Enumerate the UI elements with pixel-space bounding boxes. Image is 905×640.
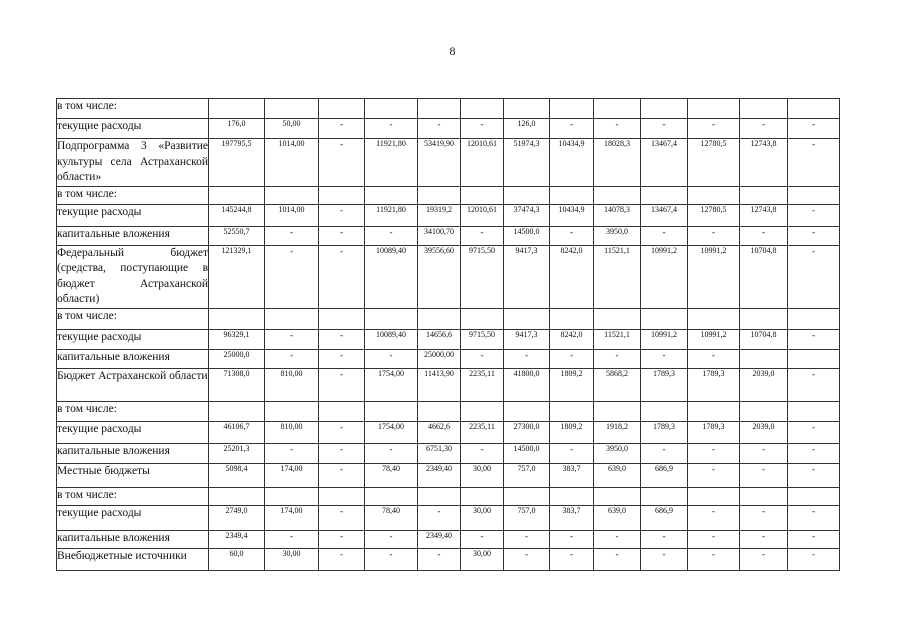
row-label: текущие расходы: [57, 329, 209, 349]
table-cell: [461, 487, 504, 505]
table-cell: -: [740, 226, 788, 245]
table-cell: [504, 186, 550, 204]
table-cell: 60,0: [209, 548, 265, 570]
row-label: в том числе:: [57, 186, 209, 204]
row-label: капитальные вложения: [57, 443, 209, 463]
table-cell: 1014,00: [265, 204, 319, 226]
table-cell: 51974,3: [504, 139, 550, 187]
table-cell: 30,00: [265, 548, 319, 570]
table-row: [57, 505, 840, 530]
row-label: текущие расходы: [57, 119, 209, 139]
table-cell: -: [688, 349, 740, 368]
table-cell: -: [319, 119, 365, 139]
table-cell: 1918,2: [594, 421, 641, 443]
table-cell: [740, 99, 788, 119]
row-label: в том числе:: [57, 487, 209, 505]
table-cell: -: [265, 530, 319, 548]
table-cell: -: [319, 245, 365, 308]
table-cell: 12743,8: [740, 204, 788, 226]
table-cell: -: [418, 119, 461, 139]
row-label: Федеральный бюджет (средства, поступающие в бюджет Астраханской области): [57, 245, 209, 308]
table-cell: 39556,60: [418, 245, 461, 308]
table-cell: [594, 487, 641, 505]
table-cell: 78,40: [365, 505, 418, 530]
table-cell: 145244,8: [209, 204, 265, 226]
table-cell: [319, 99, 365, 119]
table-cell: 4662,6: [418, 421, 461, 443]
table-cell: -: [788, 443, 840, 463]
table-cell: [319, 186, 365, 204]
table-cell: 14078,3: [594, 204, 641, 226]
table-cell: [504, 308, 550, 329]
table-cell: -: [594, 119, 641, 139]
table-cell: [504, 401, 550, 421]
table-cell: [594, 186, 641, 204]
row-label: Подпрограмма 3 «Развитие культуры села Астраханской области»: [57, 139, 209, 187]
table-row: [57, 421, 840, 443]
table-cell: 686,9: [641, 463, 688, 487]
table-cell: -: [788, 368, 840, 401]
table-cell: -: [594, 548, 641, 570]
table-cell: 3950,0: [594, 443, 641, 463]
table-cell: [265, 401, 319, 421]
table-cell: [641, 186, 688, 204]
table-cell: 810,00: [265, 368, 319, 401]
table-cell: 10704,8: [740, 245, 788, 308]
table-cell: -: [688, 226, 740, 245]
table-cell: -: [740, 530, 788, 548]
table-cell: [461, 308, 504, 329]
table-cell: [418, 401, 461, 421]
row-label: Внебюджетные источники: [57, 548, 209, 570]
table-row: [57, 443, 840, 463]
table-cell: 30,00: [461, 505, 504, 530]
table-cell: -: [319, 443, 365, 463]
table-cell: 34100,70: [418, 226, 461, 245]
table-cell: [788, 487, 840, 505]
row-label: текущие расходы: [57, 204, 209, 226]
table-cell: 14500,0: [504, 443, 550, 463]
table-cell: [365, 401, 418, 421]
table-cell: -: [688, 443, 740, 463]
table-cell: 2349,4: [209, 530, 265, 548]
table-cell: 639,0: [594, 505, 641, 530]
table-cell: 1809,2: [550, 368, 594, 401]
table-cell: 96329,1: [209, 329, 265, 349]
table-cell: 10991,2: [641, 329, 688, 349]
table-cell: -: [550, 443, 594, 463]
table-cell: 37474,3: [504, 204, 550, 226]
table-cell: [418, 308, 461, 329]
row-label: Местные бюджеты: [57, 463, 209, 487]
table-cell: [461, 186, 504, 204]
table-row: [57, 463, 840, 487]
table-cell: 10991,2: [688, 245, 740, 308]
table-cell: 8242,0: [550, 245, 594, 308]
table-cell: -: [461, 349, 504, 368]
table-cell: [504, 487, 550, 505]
table-cell: [641, 401, 688, 421]
table-cell: -: [365, 530, 418, 548]
table-cell: [788, 99, 840, 119]
table-cell: 78,40: [365, 463, 418, 487]
table-cell: [365, 308, 418, 329]
table-cell: [461, 99, 504, 119]
budget-table: [56, 98, 840, 571]
table-cell: 2235,11: [461, 368, 504, 401]
table-cell: -: [319, 349, 365, 368]
table-cell: 13467,4: [641, 204, 688, 226]
table-row: [57, 548, 840, 570]
table-cell: [209, 99, 265, 119]
table-cell: 1789,3: [641, 368, 688, 401]
table-cell: 71308,0: [209, 368, 265, 401]
table-cell: [319, 487, 365, 505]
table-cell: [418, 487, 461, 505]
table-cell: 8242,0: [550, 329, 594, 349]
table-cell: -: [319, 204, 365, 226]
table-cell: -: [688, 548, 740, 570]
table-cell: -: [740, 505, 788, 530]
table-cell: 12780,5: [688, 139, 740, 187]
table-cell: 30,00: [461, 463, 504, 487]
table-cell: 1789,3: [688, 421, 740, 443]
table-cell: [265, 487, 319, 505]
table-cell: -: [594, 530, 641, 548]
table-cell: -: [788, 463, 840, 487]
table-cell: -: [788, 505, 840, 530]
table-cell: 53419,90: [418, 139, 461, 187]
table-cell: 10089,40: [365, 245, 418, 308]
table-cell: -: [641, 119, 688, 139]
table-cell: [550, 99, 594, 119]
table-cell: 30,00: [461, 548, 504, 570]
table-cell: [550, 308, 594, 329]
table-row: [57, 139, 840, 187]
table-body: [57, 99, 840, 571]
table-cell: -: [365, 226, 418, 245]
table-row: [57, 99, 840, 119]
table-cell: 1754,00: [365, 421, 418, 443]
table-cell: 13467,4: [641, 139, 688, 187]
table-cell: -: [265, 226, 319, 245]
row-label: капитальные вложения: [57, 226, 209, 245]
table-cell: 176,0: [209, 119, 265, 139]
table-cell: -: [365, 443, 418, 463]
table-cell: 9715,50: [461, 245, 504, 308]
table-row: [57, 487, 840, 505]
table-cell: -: [418, 505, 461, 530]
table-cell: -: [265, 443, 319, 463]
table-cell: -: [688, 530, 740, 548]
table-cell: [319, 308, 365, 329]
table-cell: -: [319, 368, 365, 401]
table-cell: 2039,0: [740, 421, 788, 443]
table-cell: 12010,61: [461, 204, 504, 226]
table-cell: [740, 186, 788, 204]
table-cell: [688, 308, 740, 329]
table-row: [57, 368, 840, 401]
table-row: [57, 349, 840, 368]
table-cell: 810,00: [265, 421, 319, 443]
table-cell: 46106,7: [209, 421, 265, 443]
table-cell: 10704,8: [740, 329, 788, 349]
table-cell: 14500,0: [504, 226, 550, 245]
table-cell: [788, 401, 840, 421]
table-cell: [641, 99, 688, 119]
table-cell: 686,9: [641, 505, 688, 530]
table-cell: 5098,4: [209, 463, 265, 487]
table-cell: -: [319, 505, 365, 530]
table-cell: -: [788, 421, 840, 443]
table-cell: 11413,90: [418, 368, 461, 401]
table-cell: -: [740, 548, 788, 570]
table-cell: 11521,1: [594, 329, 641, 349]
table-cell: -: [504, 530, 550, 548]
table-cell: -: [504, 548, 550, 570]
table-cell: [641, 308, 688, 329]
table-cell: 11921,80: [365, 204, 418, 226]
table-cell: [209, 308, 265, 329]
row-label: текущие расходы: [57, 505, 209, 530]
table-cell: 2349,40: [418, 463, 461, 487]
table-cell: [265, 99, 319, 119]
table-cell: [209, 401, 265, 421]
table-cell: -: [594, 349, 641, 368]
table-cell: -: [788, 119, 840, 139]
table-cell: -: [265, 349, 319, 368]
table-cell: 9715,50: [461, 329, 504, 349]
table-cell: 1789,3: [688, 368, 740, 401]
table-cell: [594, 401, 641, 421]
table-cell: [550, 186, 594, 204]
table-cell: 639,0: [594, 463, 641, 487]
table-cell: 757,0: [504, 463, 550, 487]
table-cell: 6751,30: [418, 443, 461, 463]
table-cell: 50,00: [265, 119, 319, 139]
table-cell: [365, 99, 418, 119]
table-cell: 10089,40: [365, 329, 418, 349]
table-cell: 121329,1: [209, 245, 265, 308]
table-cell: [365, 186, 418, 204]
table-cell: 1789,3: [641, 421, 688, 443]
table-cell: -: [365, 349, 418, 368]
table-cell: 10991,2: [688, 329, 740, 349]
table-cell: [594, 308, 641, 329]
table-cell: 12743,8: [740, 139, 788, 187]
table-cell: [209, 186, 265, 204]
row-label: Бюджет Астраханской области: [57, 368, 209, 401]
table-cell: 10434,9: [550, 139, 594, 187]
table-cell: 25201,3: [209, 443, 265, 463]
table-cell: 9417,3: [504, 329, 550, 349]
table-cell: 5868,2: [594, 368, 641, 401]
table-cell: -: [265, 245, 319, 308]
table-cell: 757,0: [504, 505, 550, 530]
table-cell: 18028,3: [594, 139, 641, 187]
table-cell: -: [788, 226, 840, 245]
table-cell: -: [461, 530, 504, 548]
table-cell: 52550,7: [209, 226, 265, 245]
table-row: [57, 204, 840, 226]
table-cell: -: [365, 548, 418, 570]
table-cell: -: [688, 463, 740, 487]
table-cell: [688, 401, 740, 421]
table-cell: [740, 401, 788, 421]
table-cell: -: [319, 139, 365, 187]
table-cell: -: [641, 349, 688, 368]
table-cell: -: [641, 530, 688, 548]
row-label: капитальные вложения: [57, 530, 209, 548]
table-cell: 19319,2: [418, 204, 461, 226]
table-cell: -: [788, 139, 840, 187]
table-cell: [740, 349, 788, 368]
table-cell: -: [688, 119, 740, 139]
table-cell: 2749,0: [209, 505, 265, 530]
row-label: в том числе:: [57, 308, 209, 329]
table-cell: 11521,1: [594, 245, 641, 308]
table-cell: -: [740, 443, 788, 463]
table-cell: 174,00: [265, 463, 319, 487]
table-cell: -: [365, 119, 418, 139]
table-cell: [788, 186, 840, 204]
table-cell: -: [740, 463, 788, 487]
table-cell: [365, 487, 418, 505]
table-cell: -: [550, 548, 594, 570]
table-cell: [265, 308, 319, 329]
table-cell: -: [319, 329, 365, 349]
table-cell: [594, 99, 641, 119]
table-cell: -: [641, 226, 688, 245]
table-row: [57, 329, 840, 349]
table-cell: -: [740, 119, 788, 139]
table-cell: 383,7: [550, 505, 594, 530]
table-cell: 1014,00: [265, 139, 319, 187]
table-cell: -: [788, 329, 840, 349]
table-cell: 2235,11: [461, 421, 504, 443]
table-cell: [788, 308, 840, 329]
table-cell: [550, 401, 594, 421]
table-cell: [740, 308, 788, 329]
table-cell: 197795,5: [209, 139, 265, 187]
table-cell: -: [461, 226, 504, 245]
table-cell: 11921,80: [365, 139, 418, 187]
table-cell: [688, 487, 740, 505]
table-cell: -: [461, 119, 504, 139]
table-cell: 9417,3: [504, 245, 550, 308]
table-cell: [319, 401, 365, 421]
table-cell: 27300,0: [504, 421, 550, 443]
table-cell: 10991,2: [641, 245, 688, 308]
table-cell: -: [265, 329, 319, 349]
table-cell: 10434,9: [550, 204, 594, 226]
table-row: [57, 186, 840, 204]
table-cell: -: [641, 443, 688, 463]
table-row: [57, 401, 840, 421]
table-cell: -: [319, 421, 365, 443]
table-cell: -: [504, 349, 550, 368]
table-cell: [688, 186, 740, 204]
table-cell: [550, 487, 594, 505]
table-cell: 126,0: [504, 119, 550, 139]
row-label: текущие расходы: [57, 421, 209, 443]
table-cell: -: [550, 226, 594, 245]
table-cell: [209, 487, 265, 505]
page-number: 8: [449, 44, 456, 58]
table-row: [57, 119, 840, 139]
table-cell: -: [319, 530, 365, 548]
row-label: капитальные вложения: [57, 349, 209, 368]
table-cell: -: [550, 530, 594, 548]
table-cell: 2349,40: [418, 530, 461, 548]
table-cell: 1809,2: [550, 421, 594, 443]
table-row: [57, 308, 840, 329]
table-cell: [418, 99, 461, 119]
table-cell: [688, 99, 740, 119]
table-cell: 25000,0: [209, 349, 265, 368]
table-row: [57, 226, 840, 245]
table-cell: -: [461, 443, 504, 463]
table-cell: 383,7: [550, 463, 594, 487]
table-cell: [418, 186, 461, 204]
table-cell: [740, 487, 788, 505]
table-cell: -: [319, 463, 365, 487]
table-cell: -: [550, 119, 594, 139]
table-cell: [265, 186, 319, 204]
table-cell: 174,00: [265, 505, 319, 530]
table-cell: [461, 401, 504, 421]
row-label: в том числе:: [57, 401, 209, 421]
table-cell: -: [641, 548, 688, 570]
table-cell: -: [319, 548, 365, 570]
table-cell: -: [788, 548, 840, 570]
table-row: [57, 530, 840, 548]
row-label: в том числе:: [57, 99, 209, 119]
table-cell: -: [550, 349, 594, 368]
table-cell: 1754,00: [365, 368, 418, 401]
table-cell: -: [319, 226, 365, 245]
table-cell: 25000,00: [418, 349, 461, 368]
table-cell: 41800,0: [504, 368, 550, 401]
table-cell: -: [788, 530, 840, 548]
table-cell: -: [788, 245, 840, 308]
table-cell: 3950,0: [594, 226, 641, 245]
table-cell: -: [418, 548, 461, 570]
table-cell: 2039,0: [740, 368, 788, 401]
table-cell: [788, 349, 840, 368]
table-cell: 14656,6: [418, 329, 461, 349]
table-cell: 12780,5: [688, 204, 740, 226]
table-cell: -: [788, 204, 840, 226]
table-cell: [641, 487, 688, 505]
table-cell: -: [688, 505, 740, 530]
table-cell: 12010,61: [461, 139, 504, 187]
table-cell: [504, 99, 550, 119]
table-row: [57, 245, 840, 308]
